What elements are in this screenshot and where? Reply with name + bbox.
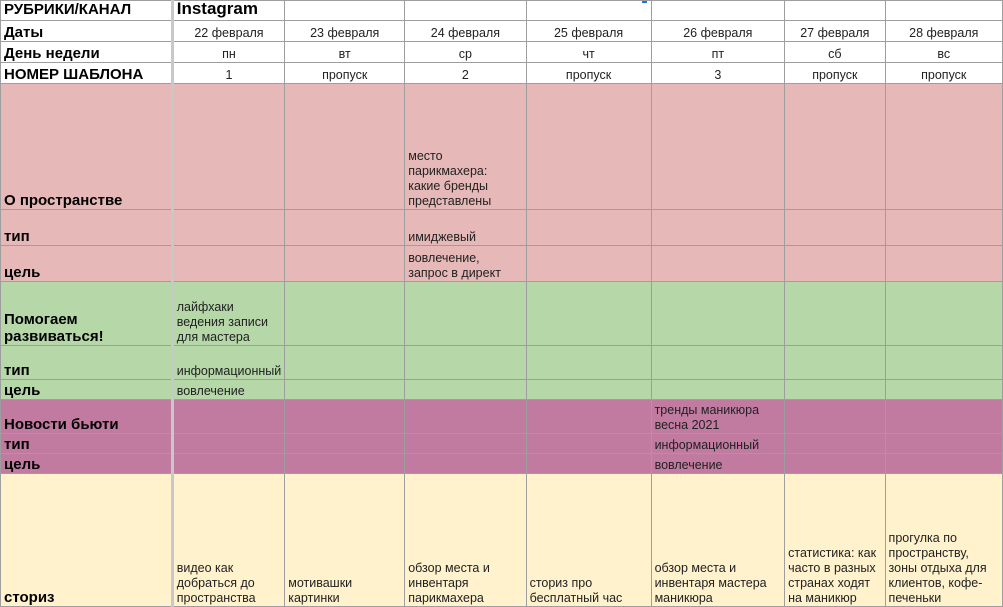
- dates-row: [1, 21, 1003, 42]
- goal-cell[interactable]: [172, 454, 285, 474]
- type-cell[interactable]: [526, 434, 651, 454]
- date-cell[interactable]: 25 февраля: [526, 21, 651, 42]
- template-label[interactable]: НОМЕР ШАБЛОНА: [1, 63, 173, 84]
- title-row: [1, 1, 1003, 21]
- type-cell[interactable]: [785, 434, 885, 454]
- weekday-cell[interactable]: ср: [405, 42, 526, 63]
- type-cell[interactable]: [885, 210, 1002, 246]
- type-cell[interactable]: информационный: [651, 434, 785, 454]
- news-type-row: [1, 434, 1003, 454]
- space-section-title[interactable]: О пространстве: [1, 84, 173, 210]
- type-cell[interactable]: [885, 434, 1002, 454]
- template-cell[interactable]: 3: [651, 63, 785, 84]
- template-cell[interactable]: пропуск: [885, 63, 1002, 84]
- stories-cell[interactable]: обзор места и инвентаря парикмахера: [405, 474, 526, 607]
- goal-cell[interactable]: [285, 380, 405, 400]
- stories-cell[interactable]: обзор места и инвентаря мастера маникюра: [651, 474, 785, 607]
- goal-cell[interactable]: [785, 380, 885, 400]
- type-cell[interactable]: [285, 210, 405, 246]
- goal-cell[interactable]: [885, 454, 1002, 474]
- template-cell[interactable]: 1: [172, 63, 285, 84]
- type-cell[interactable]: [285, 434, 405, 454]
- topic-cell[interactable]: [651, 84, 785, 210]
- goal-cell[interactable]: [526, 454, 651, 474]
- stories-section-title[interactable]: сториз: [1, 474, 173, 607]
- topic-cell[interactable]: [885, 400, 1002, 434]
- goal-cell[interactable]: вовлечение: [172, 380, 285, 400]
- space-goal-row: [1, 246, 1003, 282]
- type-cell[interactable]: [405, 434, 526, 454]
- stories-row: [1, 474, 1003, 607]
- template-cell[interactable]: пропуск: [785, 63, 885, 84]
- space-type-row: [1, 210, 1003, 246]
- template-cell[interactable]: пропуск: [285, 63, 405, 84]
- news-goal-label[interactable]: цель: [1, 454, 173, 474]
- empty-cell[interactable]: [885, 1, 1002, 21]
- type-cell[interactable]: [651, 346, 785, 380]
- type-cell[interactable]: [526, 210, 651, 246]
- type-cell[interactable]: [526, 346, 651, 380]
- type-cell[interactable]: [285, 346, 405, 380]
- dates-label[interactable]: Даты: [1, 21, 173, 42]
- stories-cell[interactable]: сториз про бесплатный час: [526, 474, 651, 607]
- help-goal-row: [1, 380, 1003, 400]
- type-cell[interactable]: [785, 346, 885, 380]
- topic-cell[interactable]: [285, 282, 405, 346]
- template-cell[interactable]: 2: [405, 63, 526, 84]
- topic-cell[interactable]: тренды маникюра весна 2021: [651, 400, 785, 434]
- help-type-row: [1, 346, 1003, 380]
- topic-cell[interactable]: [526, 282, 651, 346]
- topic-cell[interactable]: [172, 84, 285, 210]
- space-topic-row: [1, 84, 1003, 210]
- type-cell[interactable]: [785, 210, 885, 246]
- goal-cell[interactable]: [526, 380, 651, 400]
- goal-cell[interactable]: [405, 380, 526, 400]
- help-section-title[interactable]: Помогаем развиваться!: [1, 282, 173, 346]
- stories-cell[interactable]: статистика: как часто в разных странах ходят на маникюр: [785, 474, 885, 607]
- channel-title[interactable]: Instagram: [172, 1, 285, 21]
- goal-cell[interactable]: вовлечение: [651, 454, 785, 474]
- goal-cell[interactable]: [885, 380, 1002, 400]
- type-cell[interactable]: имиджевый: [405, 210, 526, 246]
- goal-cell[interactable]: [651, 380, 785, 400]
- goal-cell[interactable]: [785, 246, 885, 282]
- goal-cell[interactable]: вовлечение, запрос в директ: [405, 246, 526, 282]
- goal-cell[interactable]: [172, 246, 285, 282]
- topic-cell[interactable]: лайфхаки ведения записи для мастера: [172, 282, 285, 346]
- empty-cell[interactable]: [785, 1, 885, 21]
- date-cell[interactable]: 22 февраля: [172, 21, 285, 42]
- topic-cell[interactable]: [885, 282, 1002, 346]
- date-cell[interactable]: 27 февраля: [785, 21, 885, 42]
- weekday-cell[interactable]: сб: [785, 42, 885, 63]
- topic-cell[interactable]: [651, 282, 785, 346]
- topic-cell[interactable]: [405, 282, 526, 346]
- rubric-channel-header[interactable]: РУБРИКИ/КАНАЛ: [1, 1, 173, 21]
- weekday-row: [1, 42, 1003, 63]
- help-topic-row: [1, 282, 1003, 346]
- weekday-cell[interactable]: чт: [526, 42, 651, 63]
- type-cell[interactable]: [651, 210, 785, 246]
- stories-cell[interactable]: мотивашки картинки: [285, 474, 405, 607]
- empty-cell[interactable]: [526, 1, 651, 21]
- topic-cell[interactable]: [885, 84, 1002, 210]
- empty-cell[interactable]: [285, 1, 405, 21]
- goal-cell[interactable]: [785, 454, 885, 474]
- empty-cell[interactable]: [651, 1, 785, 21]
- stories-cell[interactable]: видео как добраться до пространства: [172, 474, 285, 607]
- help-type-label[interactable]: тип: [1, 346, 173, 380]
- news-topic-row: [1, 400, 1003, 434]
- topic-cell[interactable]: [405, 400, 526, 434]
- news-type-label[interactable]: тип: [1, 434, 173, 454]
- space-goal-label[interactable]: цель: [1, 246, 173, 282]
- topic-cell[interactable]: [285, 400, 405, 434]
- weekday-cell[interactable]: пт: [651, 42, 785, 63]
- news-goal-row: [1, 454, 1003, 474]
- goal-cell[interactable]: [285, 246, 405, 282]
- weekday-cell[interactable]: вс: [885, 42, 1002, 63]
- date-cell[interactable]: 28 февраля: [885, 21, 1002, 42]
- empty-cell[interactable]: [405, 1, 526, 21]
- date-cell[interactable]: 24 февраля: [405, 21, 526, 42]
- weekday-cell[interactable]: вт: [285, 42, 405, 63]
- goal-cell[interactable]: [285, 454, 405, 474]
- type-cell[interactable]: [172, 434, 285, 454]
- topic-cell[interactable]: [785, 400, 885, 434]
- weekday-label[interactable]: День недели: [1, 42, 173, 63]
- goal-cell[interactable]: [885, 246, 1002, 282]
- date-cell[interactable]: 26 февраля: [651, 21, 785, 42]
- type-cell[interactable]: [405, 346, 526, 380]
- topic-cell[interactable]: [526, 84, 651, 210]
- topic-cell[interactable]: [785, 282, 885, 346]
- news-section-title[interactable]: Новости бьюти: [1, 400, 173, 434]
- date-cell[interactable]: 23 февраля: [285, 21, 405, 42]
- type-cell[interactable]: [885, 346, 1002, 380]
- goal-cell[interactable]: [405, 454, 526, 474]
- space-type-label[interactable]: тип: [1, 210, 173, 246]
- topic-cell[interactable]: [526, 400, 651, 434]
- topic-cell[interactable]: [785, 84, 885, 210]
- template-cell[interactable]: пропуск: [526, 63, 651, 84]
- help-goal-label[interactable]: цель: [1, 380, 173, 400]
- type-cell[interactable]: информационный: [172, 346, 285, 380]
- weekday-cell[interactable]: пн: [172, 42, 285, 63]
- stories-cell[interactable]: прогулка по пространству, зоны отдыха для клиентов, кофе-печеньки: [885, 474, 1002, 607]
- template-row: [1, 63, 1003, 84]
- goal-cell[interactable]: [526, 246, 651, 282]
- topic-cell[interactable]: место парикмахера: какие бренды представлены: [405, 84, 526, 210]
- goal-cell[interactable]: [651, 246, 785, 282]
- type-cell[interactable]: [172, 210, 285, 246]
- topic-cell[interactable]: [172, 400, 285, 434]
- topic-cell[interactable]: [285, 84, 405, 210]
